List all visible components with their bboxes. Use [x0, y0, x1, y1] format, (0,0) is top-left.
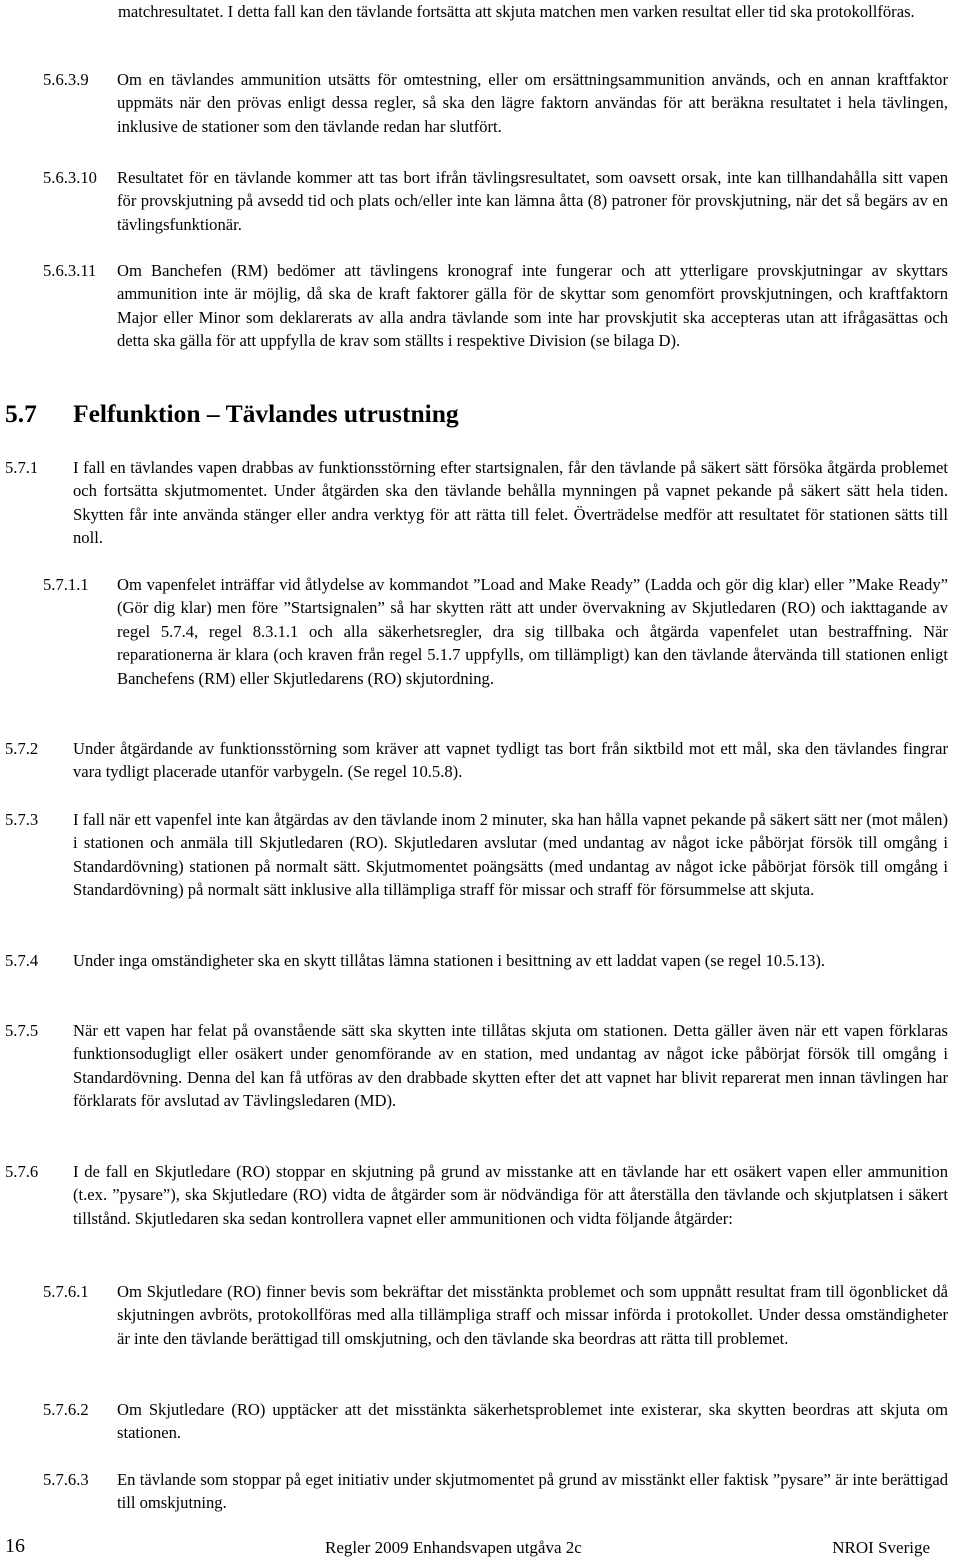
- item-text: Om Skjutledare (RO) finner bevis som bekräftar det misstänkta problemet och som uppnått resultat fram till ögonblicket då skjutningen avbröts, protokollföras med alla tillämpliga straff och missar införda i protokollet. Under dessa omständigheter är inte den tävlande berättigad till omskjutning, och den tävlande ska beordras att rätta till problemet.: [117, 1282, 948, 1348]
- item-text: När ett vapen har felat på ovanstående sätt ska skytten inte tillåtas skjuta om stationen. Detta gäller även när ett vapen förklaras funktionsodugligt eller osäkert under genomförande av en station, med undantag av något icke påbörjat försök till omgång i Standardövning. Denna del kan få utföras av den drabbade skytten efter det att vapnet har blivit reparerat men innan tävlingen har förklarats för avslutad av Tävlingsledaren (MD).: [73, 1021, 948, 1111]
- item-number: 5.7.3: [5, 810, 39, 829]
- item-number: 5.7.1.1: [43, 575, 89, 594]
- item-number: 5.7.6.1: [43, 1282, 89, 1301]
- rule-5-6-3-11: [43, 259, 948, 353]
- page-number: 16: [5, 1535, 25, 1557]
- item-number: 5.7.6: [5, 1162, 39, 1181]
- item-text: Om vapenfelet inträffar vid åtlydelse av kommandot ”Load and Make Ready” (Ladda och gör dig klar) eller ”Make Ready” (Gör dig klar) men före ”Startsignalen” så har skytten rätt att under övervakning av Skjutledaren (RO) och iakttagande av regel 5.7.4, regel 8.3.1.1 och alla säkerhetsregler, dra sig tillbaka och åtgärda vapenfelet utan bestraffning. När reparationerna är klara (och kraven från regel 5.1.7 uppfylls, om tillämpligt) kan den tävlande återvända till stationen enligt Banchefens (RM) eller Skjutledarens (RO) skjutordning.: [117, 575, 948, 688]
- continuation-text: matchresultatet. I detta fall kan den tävlande fortsätta att skjuta matchen men varken resultat eller tid ska protokollföras.: [118, 2, 915, 21]
- item-text: Om Skjutledare (RO) upptäcker att det misstänkta säkerhetsproblemet inte existerar, ska skytten beordras att skjuta om stationen.: [117, 1400, 948, 1443]
- rule-text: Resultatet för en tävlande kommer att tas bort ifrån tävlingsresultatet, som oavsett orsak, inte kan tillhandahålla sitt vapen för provskjutning på avsedd tid och plats och/eller inte kan lämna åtta (8) patroner för provskjutning, när det så begärs av en tävlingsfunktionär.: [117, 168, 948, 234]
- item-number: 5.7.6.3: [43, 1470, 89, 1489]
- section-title: Felfunktion – Tävlandes utrustning: [73, 399, 459, 428]
- item-text: I fall en tävlandes vapen drabbas av funktionsstörning efter startsignalen, får den tävlande på säkert sätt försöka åtgärda problemet och fortsätta skjutmomentet. Under åtgärden ska den tävlande behålla mynningen på vapnet pekande på säkert sätt hela tiden. Skytten får inte använda stänger eller andra verktyg för att rätta till felet. Överträdelse medför att resultatet för stationen sätts till noll.: [73, 458, 948, 548]
- rule-number: 5.6.3.10: [43, 168, 97, 187]
- rule-5-6-3-10: [43, 166, 948, 236]
- rule-5-6-3-9: [43, 68, 948, 138]
- item-text: Under inga omständigheter ska en skytt tillåtas lämna stationen i besittning av ett laddat vapen (se regel 10.5.13).: [73, 951, 826, 970]
- item-number: 5.7.2: [5, 739, 39, 758]
- section-heading: [5, 398, 459, 430]
- rule-number: 5.6.3.9: [43, 70, 89, 89]
- item-text: I de fall en Skjutledare (RO) stoppar en skjutning på grund av misstanke att en tävlande har ett osäkert vapen eller ammunition (t.ex. ”pysare”), ska Skjutledare (RO) vidta de åtgärder som är nödvändiga för att återställa den tävlande och skjutplatsen i säkert tillstånd. Skjutledaren ska sedan kontrollera vapnet eller ammunitionen och vidta följande åtgärder:: [73, 1162, 948, 1228]
- item-number: 5.7.5: [5, 1021, 39, 1040]
- rule-text: Om Banchefen (RM) bedömer att tävlingens kronograf inte fungerar och att ytterligare provskjutningar av skyttars ammunition inte är möjlig, då ska de kraft faktorer gälla för de skyttar som genomfört provskjutningen, och kraftfaktorn Major eller Minor som deklarerats av alla andra tävlande som inte har provskjutit ska accepteras utan att ifrågasättas och detta ska gälla för att uppfylla de krav som ställts i respektive Division (se bilaga D).: [117, 261, 948, 351]
- footer-organization: NROI Sverige: [832, 1538, 930, 1557]
- rule-text: Om en tävlandes ammunition utsätts för omtestning, eller om ersättningsammunition används, och en annan kraftfaktor uppmäts när den prövas enligt dessa regler, så ska den lägre faktorn användas för att beräkna resultatet i hela tävlingen, inklusive de stationer som den tävlande redan har slutfört.: [117, 70, 948, 136]
- item-number: 5.7.6.2: [43, 1400, 89, 1419]
- item-5-7-1: [5, 456, 948, 550]
- item-5-7-4: [5, 949, 948, 972]
- item-5-7-1-1: [43, 573, 948, 690]
- item-number: 5.7.1: [5, 458, 39, 477]
- item-5-7-6-2: [43, 1398, 948, 1445]
- item-number: 5.7.4: [5, 951, 39, 970]
- item-5-7-2: [5, 737, 948, 784]
- item-5-7-3: [5, 808, 948, 902]
- section-number: 5.7: [5, 399, 37, 428]
- item-5-7-5: [5, 1019, 948, 1113]
- footer-title: Regler 2009 Enhandsvapen utgåva 2c: [325, 1538, 582, 1557]
- item-text: Under åtgärdande av funktionsstörning som kräver att vapnet tydligt tas bort från siktbild mot ett mål, ska den tävlandes fingrar vara tydligt placerade utanför varbygeln. (Se regel 10.5.8).: [73, 739, 948, 782]
- item-5-7-6: [5, 1160, 948, 1230]
- item-text: En tävlande som stoppar på eget initiativ under skjutmomentet på grund av misstänkt eller faktisk ”pysare” är inte berättigad till omskjutning.: [117, 1470, 948, 1513]
- item-5-7-6-3: [43, 1468, 948, 1515]
- continuation-paragraph: [118, 0, 950, 23]
- rule-number: 5.6.3.11: [43, 261, 97, 280]
- item-5-7-6-1: [43, 1280, 948, 1350]
- item-text: I fall när ett vapenfel inte kan åtgärdas av den tävlande inom 2 minuter, ska han hålla vapnet pekande på säkert sätt ner (mot målen) i stationen och anmäla till Skjutledaren (RO). Skjutledaren avslutar (med undantag av något icke påbörjat försök till omgång i Standardövning) stationen på normalt sätt. Skjutmomentet poängsätts (med undantag av något icke påbörjat försök till omgång i Standardövning) på normalt sätt inklusive alla tillämpliga straff för missar och straff för försummelse att skjuta.: [73, 810, 948, 900]
